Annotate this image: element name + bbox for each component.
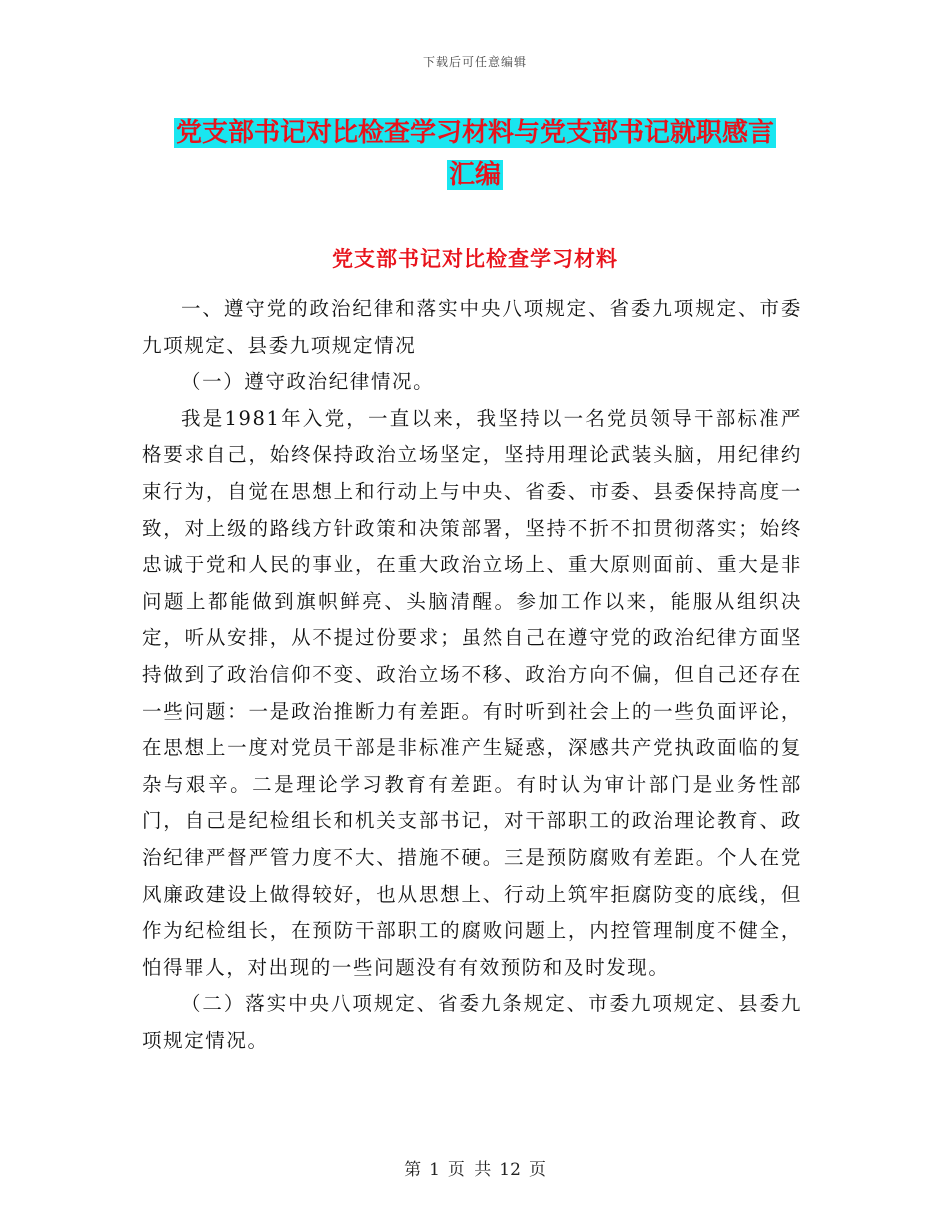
title-line-2: 汇编 [448, 160, 501, 190]
document-title [140, 112, 810, 196]
paragraph-heading-1: 一、遵守党的政治纪律和落实中央八项规定、省委九项规定、市委九项规定、县委九项规定情况 [142, 297, 802, 357]
header-note: 下载后可任意编辑 [422, 55, 527, 69]
page-suffix: 页 [528, 1160, 546, 1180]
page-prefix: 第 [404, 1160, 422, 1180]
title-line-1: 党支部书记对比检查学习材料与党支部书记就职感言 [175, 118, 774, 148]
paragraph-subheading-1: （一）遵守政治纪律情况。 [181, 370, 435, 394]
paragraph-body-1: 我是1981年入党，一直以来，我坚持以一名党员领导干部标准严格要求自己，始终保持政治立场坚定，坚持用理论武装头脑，用纪律约束行为，自觉在思想上和行动上与中央、省委、市委、县委保持高度一致，对上级的路线方针政策和决策部署，坚持不折不扣贯彻落实；始终忠诚于党和人民的事业，在重大政治立场上、重大原则面前、重大是非问题上都能做到旗帜鲜亮、头脑清醒。参加工作以来，能服从组织决定，听从安排，从不提过份要求；虽然自己在遵守党的政治纪律方面坚持做到了政治信仰不变、政治立场不移、政治方向不偏，但自己还存在一些问题：一是政治推断力有差距。有时听到社会上的一些负面评论，在思想上一度对党员干部是非标准产生疑惑，深感共产党执政面临的复杂与艰辛。二是理论学习教育有差距。有时认为审计部门是业务性部门，自己是纪检组长和机关支部书记，对干部职工的政治理论教育、政治纪律严督严管力度不大、措施不硬。三是预防腐败有差距。个人在党风廉政建设上做得较好，也从思想上、行动上筑牢拒腐防变的底线，但作为纪检组长，在预防干部职工的腐败问题上，内控管理制度不健全，怕得罪人，对出现的一些问题没有有效预防和及时发现。 [142, 406, 802, 979]
page-mid: 页 共 [447, 1160, 492, 1180]
page-total: 12 [499, 1160, 521, 1180]
section-title: 党支部书记对比检查学习材料 [332, 246, 618, 271]
page-current: 1 [429, 1160, 440, 1180]
page-footer [0, 1155, 950, 1180]
body-text [142, 291, 802, 1059]
paragraph-subheading-2: （二）落实中央八项规定、省委九条规定、市委九项规定、县委九项规定情况。 [142, 992, 802, 1052]
